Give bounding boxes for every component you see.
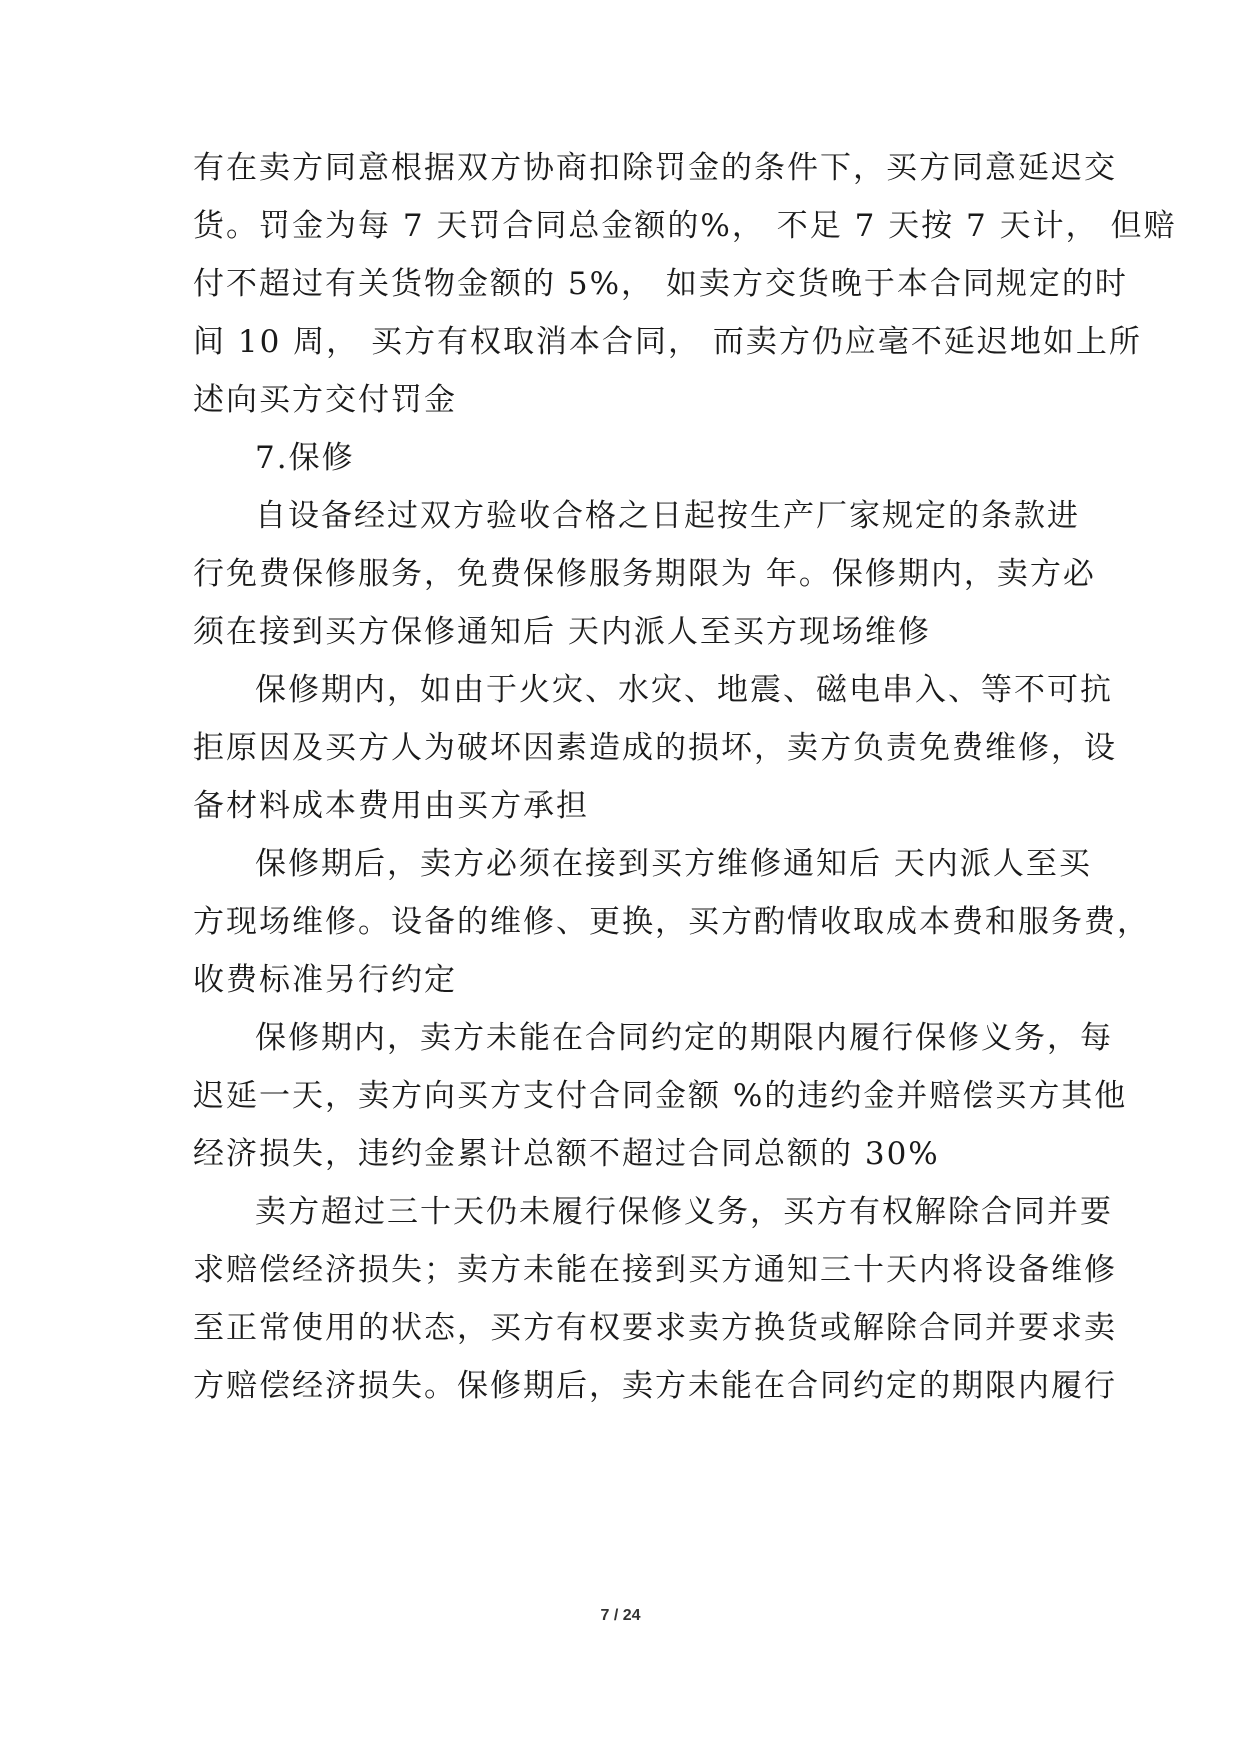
text-line: 至正常使用的状态，买方有权要求卖方换货或解除合同并要求卖	[193, 1310, 1117, 1346]
text-line: 备材料成本费用由买方承担	[193, 788, 589, 824]
text-line: 行免费保修服务，免费保修服务期限为 年。保修期内，卖方必	[193, 556, 1096, 592]
text-line: 间 10 周， 买方有权取消本合同， 而卖方仍应毫不延迟地如上所	[193, 324, 1142, 360]
text-line: 收费标准另行约定	[193, 962, 457, 998]
text-line: 卖方超过三十天仍未履行保修义务，买方有权解除合同并要	[255, 1194, 1113, 1230]
section-heading: 7.保修	[255, 440, 355, 476]
text-line: 自设备经过双方验收合格之日起按生产厂家规定的条款进	[255, 498, 1080, 534]
text-line: 述向买方交付罚金	[193, 382, 457, 418]
text-line: 方赔偿经济损失。保修期后，卖方未能在合同约定的期限内履行	[193, 1368, 1117, 1404]
text-line: 付不超过有关货物金额的 5%， 如卖方交货晚于本合同规定的时	[193, 266, 1128, 302]
text-line: 保修期内，卖方未能在合同约定的期限内履行保修义务，每	[255, 1020, 1113, 1056]
text-line: 拒原因及买方人为破坏因素造成的损坏，卖方负责免费维修，设	[193, 730, 1117, 766]
text-line: 有在卖方同意根据双方协商扣除罚金的条件下，买方同意延迟交	[193, 150, 1117, 186]
text-line: 方现场维修。设备的维修、更换，买方酌情收取成本费和服务费，	[193, 904, 1150, 940]
text-line: 求赔偿经济损失；卖方未能在接到买方通知三十天内将设备维修	[193, 1252, 1117, 1288]
text-line: 须在接到买方保修通知后 天内派人至买方现场维修	[193, 614, 931, 650]
text-line: 货。罚金为每 7 天罚合同总金额的%， 不足 7 天按 7 天计， 但赔	[193, 208, 1177, 244]
text-line: 迟延一天，卖方向买方支付合同金额 %的违约金并赔偿买方其他	[193, 1078, 1128, 1114]
text-line: 保修期内，如由于火灾、水灾、地震、磁电串入、等不可抗	[255, 672, 1113, 708]
text-line: 经济损失，违约金累计总额不超过合同总额的 30%	[193, 1136, 940, 1172]
text-line: 保修期后，卖方必须在接到买方维修通知后 天内派人至买	[255, 846, 1092, 882]
page-number: 7 / 24	[600, 1607, 641, 1624]
